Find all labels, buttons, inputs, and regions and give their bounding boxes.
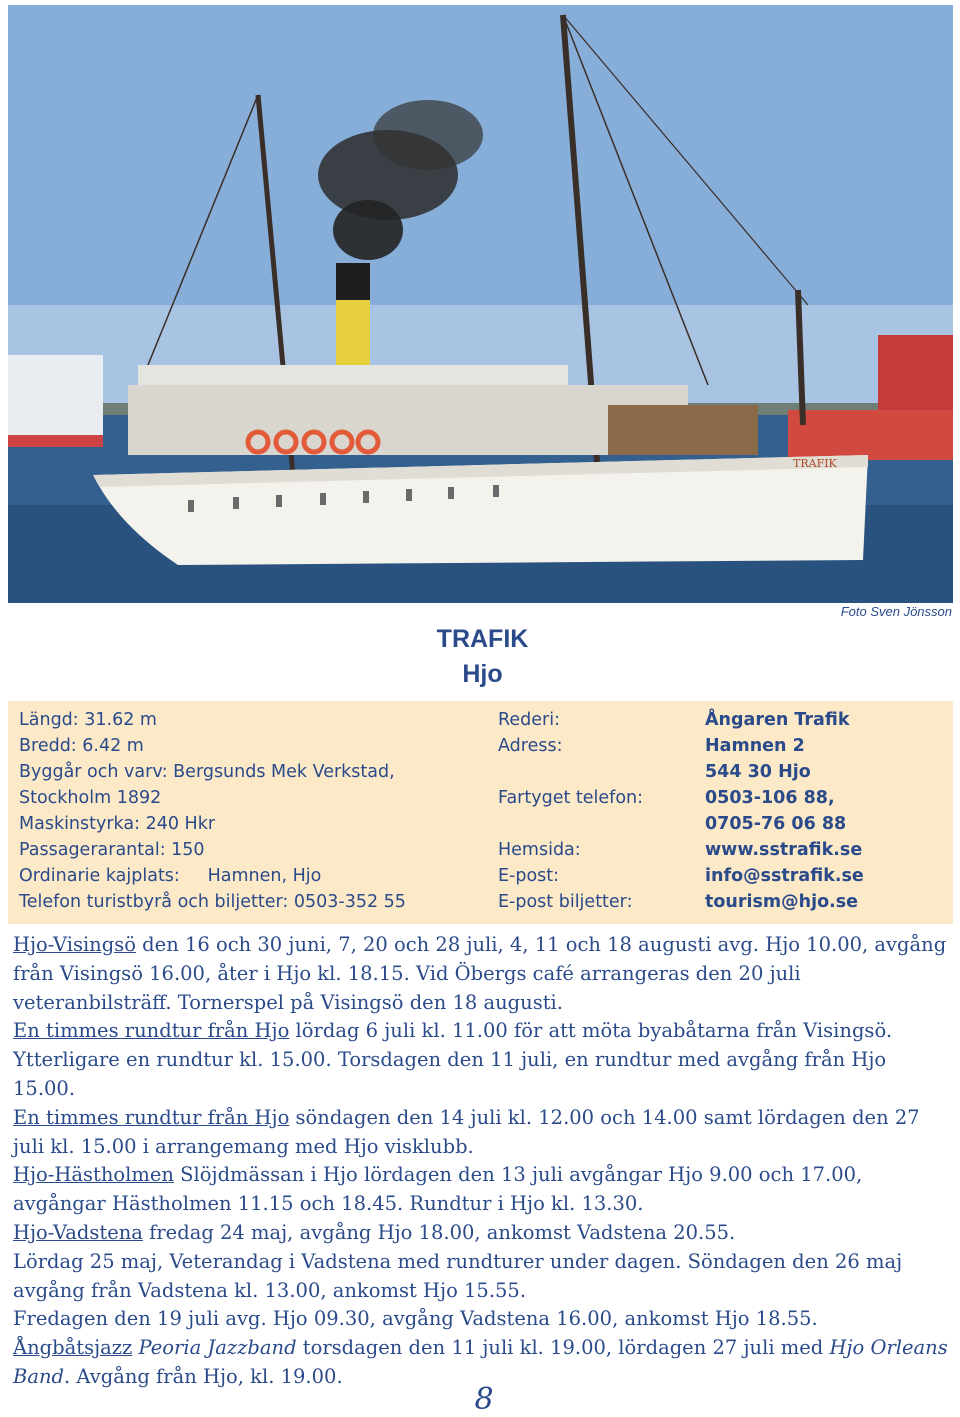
- spec-width: Bredd: 6.42 m: [19, 736, 144, 756]
- schedule-vadstena: [13, 1219, 948, 1248]
- route-rundtur-1: En timmes rundtur från Hjo: [13, 1019, 290, 1043]
- schedule-rundtur-1-text: lördag 6 juli kl. 11.00 för att möta byabåtarna från Visingsö. Ytterligare en rundtur kl. 15.00. Torsdagen den 11 juli, en rundtur med avgång från Hjo 15.00.: [13, 1019, 893, 1100]
- value-website[interactable]: www.sstrafik.se: [705, 840, 863, 860]
- value-rederi: Ångaren Trafik: [705, 710, 850, 730]
- ship-home-port: Hjo: [462, 660, 503, 688]
- value-address-2: 544 30 Hjo: [705, 762, 811, 782]
- label-empty: [498, 811, 643, 837]
- route-hjo-vadstena: Hjo-Vadstena: [13, 1220, 143, 1244]
- route-hjo-visingso: Hjo-Visingsö: [13, 933, 136, 956]
- spec-phone-tourist: Telefon turistbyrå och biljetter: 0503-352 55: [19, 892, 406, 912]
- route-hjo-hastholmen: Hjo-Hästholmen: [13, 1163, 174, 1187]
- schedule-hastholmen-text: Slöjdmässan i Hjo lördagen den 13 juli avgångar Hjo 9.00 och 17.00, avgångar Hästholmen 11.15 och 18.45. Rundtur i Hjo kl. 13.30.: [13, 1163, 863, 1216]
- value-phone-2: 0705-76 06 88: [705, 814, 847, 834]
- schedule-visingso-text: den 16 och 30 juni, 7, 20 och 28 juli, 4, 11 och 18 augusti avg. Hjo 10.00, avgång från Visingsö 16.00, åter i Hjo kl. 18.15. Vid Öbergs café arrangeras den 20 juli veteranbilsträff. Tornerspel på Visingsö den 18 augusti.: [13, 933, 947, 1014]
- value-address-1: Hamnen 2: [705, 736, 805, 756]
- spec-berth: Ordinarie kajplats: Hamnen, Hjo: [19, 866, 322, 886]
- ship-photo: [8, 5, 953, 603]
- label-email-tickets: E-post biljetter:: [498, 892, 633, 912]
- photo-credit: Foto Sven Jönsson: [840, 604, 952, 619]
- schedule-rundtur-1: [13, 1017, 948, 1103]
- spec-left-column: [19, 707, 406, 915]
- spec-passengers: Passagerarantal: 150: [19, 840, 205, 860]
- schedule-juli-19: Fredagen den 19 juli avg. Hjo 09.30, avgång Vadstena 16.00, ankomst Hjo 18.55.: [13, 1307, 818, 1331]
- route-angbatsjazz: Ångbåtsjazz: [13, 1336, 133, 1360]
- label-phone: Fartyget telefon:: [498, 788, 644, 808]
- schedule-text: [13, 931, 948, 1392]
- schedule-jazz-end: . Avgång från Hjo, kl. 19.00.: [64, 1364, 343, 1388]
- spec-values-column: [705, 707, 864, 915]
- spec-length: Längd: 31.62 m: [19, 710, 157, 730]
- ship-illustration: [8, 5, 953, 603]
- label-email: E-post:: [498, 866, 560, 886]
- schedule-visingso: [13, 931, 948, 1017]
- label-website: Hemsida:: [498, 840, 581, 860]
- schedule-rundtur-2-text: söndagen den 14 juli kl. 12.00 och 14.00 samt lördagen den 27 juli kl. 15.00 i arrangemang med Hjo visklubb.: [13, 1105, 920, 1158]
- ship-title: TRAFIK: [436, 625, 529, 653]
- schedule-rundtur-2: [13, 1104, 948, 1162]
- spec-labels-column: [498, 707, 643, 915]
- label-adress: Adress:: [498, 736, 563, 756]
- label-rederi: Rederi:: [498, 710, 560, 730]
- band-hjo-orleans: Hjo Orleans Band: [13, 1336, 948, 1388]
- spec-engine: Maskinstyrka: 240 Hkr: [19, 814, 216, 834]
- hull-name: TRAFIK: [793, 457, 837, 470]
- value-phone-1: 0503-106 88,: [705, 788, 835, 808]
- schedule-hastholmen: [13, 1161, 948, 1219]
- label-empty: [498, 759, 643, 785]
- spec-built: Byggår och varv: Bergsunds Mek Verkstad,: [19, 762, 395, 782]
- spec-built-place: Stockholm 1892: [19, 788, 162, 808]
- schedule-vadstena-text: fredag 24 maj, avgång Hjo 18.00, ankomst Vadstena 20.55.: [142, 1220, 736, 1244]
- value-email[interactable]: info@sstrafik.se: [705, 866, 864, 886]
- schedule-veterandag: Lördag 25 maj, Veterandag i Vadstena med rundturer under dagen. Söndagen den 26 maj avgång från Vadstena kl. 13.00, ankomst Hjo 15.55.: [13, 1249, 903, 1302]
- band-peoria: Peoria Jazzband: [138, 1336, 297, 1360]
- route-rundtur-2: En timmes rundtur från Hjo: [13, 1105, 290, 1129]
- schedule-jazz-text: torsdagen den 11 juli kl. 19.00, lördagen 27 juli med: [296, 1336, 830, 1360]
- page-number: 8: [474, 1382, 494, 1417]
- spec-box: [8, 701, 953, 924]
- value-email-tickets[interactable]: tourism@hjo.se: [705, 892, 859, 912]
